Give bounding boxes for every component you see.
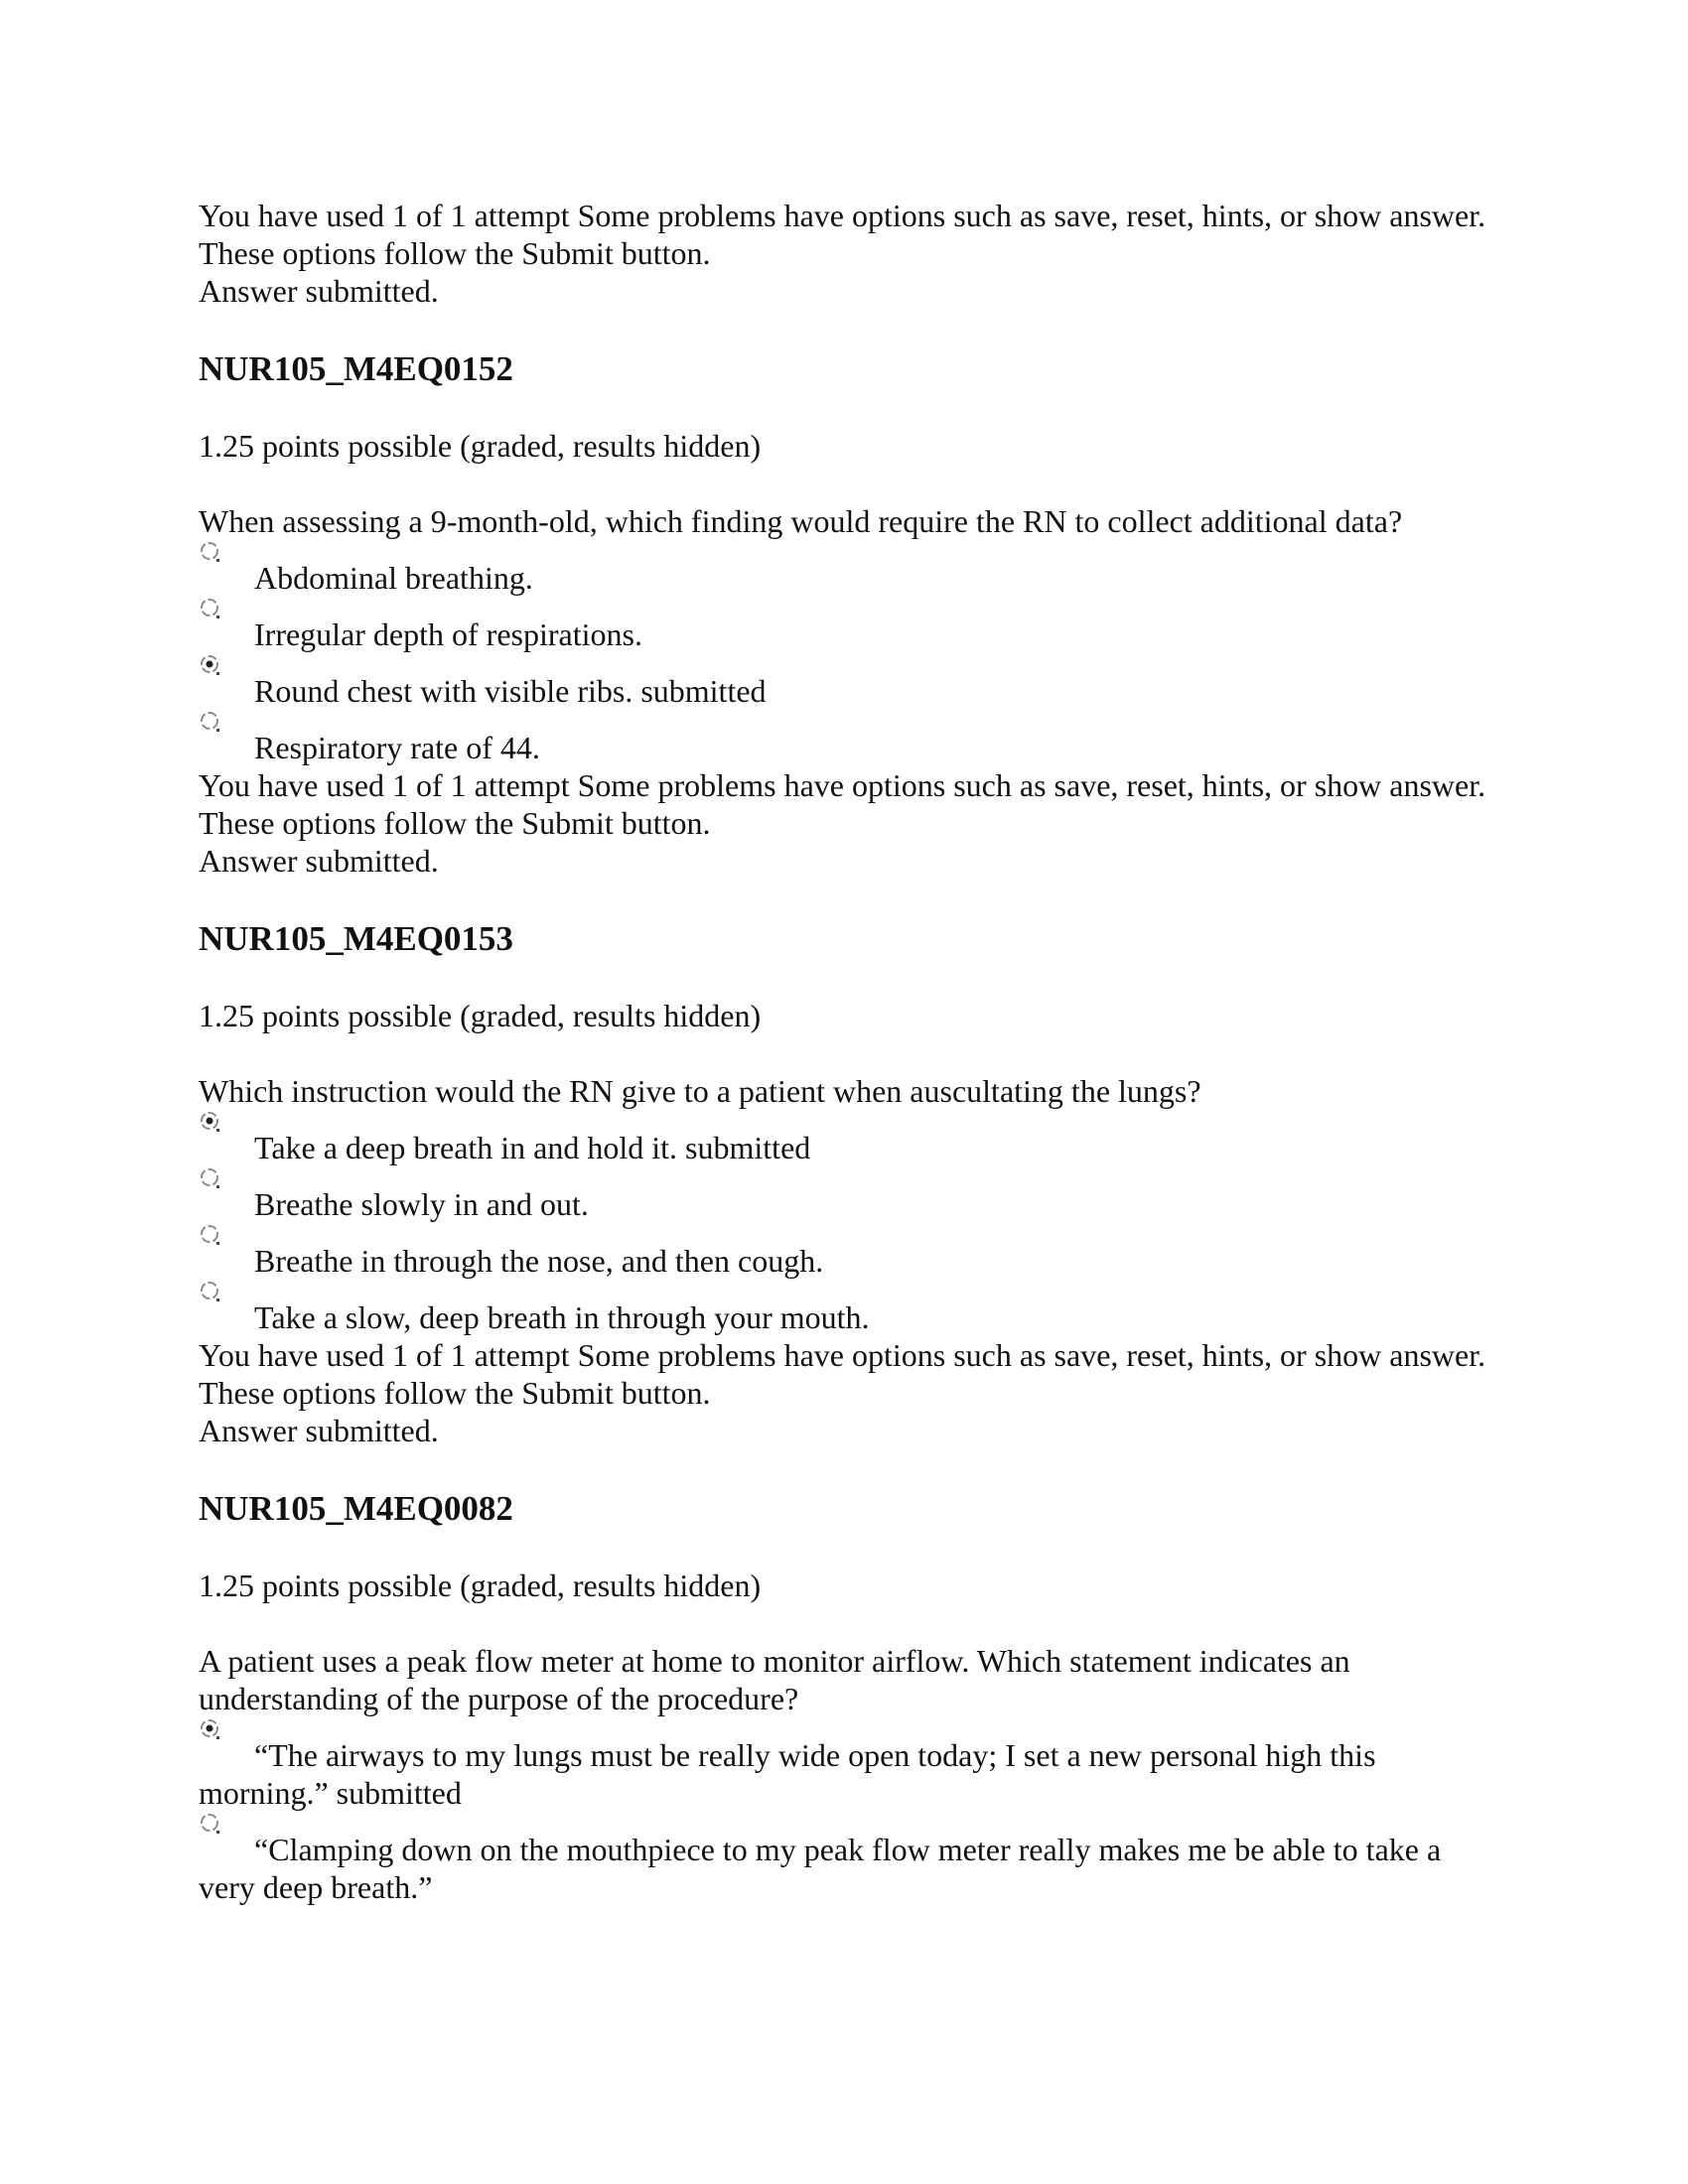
option-label: “The airways to my lungs must be really wide open today; I set a new personal high this morning.” submitted [199, 1737, 1376, 1811]
answer-option[interactable] [199, 1223, 1489, 1280]
question-id: NUR105_M4EQ0082 [199, 1489, 513, 1528]
answer-option-selected[interactable] [199, 653, 1489, 710]
radio-unselected-icon[interactable] [199, 1812, 224, 1838]
radio-unselected-icon[interactable] [199, 540, 224, 566]
answer-option-selected[interactable] [199, 1110, 1489, 1166]
option-label: “Clamping down on the mouthpiece to my peak flow meter really makes me be able to take a very deep breath.” [199, 1832, 1442, 1905]
answer-option[interactable] [199, 1812, 1489, 1906]
question-prompt: A patient uses a peak flow meter at home to monitor airflow. Which statement indicates an understanding of the purpose of the procedure? [199, 1643, 1350, 1716]
option-label: Breathe slowly in and out. [254, 1186, 589, 1222]
option-label: Take a deep breath in and hold it. submitted [254, 1130, 811, 1165]
answer-option[interactable] [199, 597, 1489, 653]
answer-status: Answer submitted. [199, 273, 439, 309]
radio-unselected-icon[interactable] [199, 1166, 224, 1192]
radio-selected-icon[interactable] [199, 1110, 224, 1136]
radio-selected-icon[interactable] [199, 653, 224, 679]
option-label: Take a slow, deep breath in through your mouth. [254, 1299, 870, 1335]
answer-status: Answer submitted. [199, 843, 439, 879]
option-label: Breathe in through the nose, and then cough. [254, 1243, 824, 1279]
points-possible: 1.25 points possible (graded, results hidden) [199, 1568, 762, 1603]
answer-option[interactable] [199, 710, 1489, 766]
question-id: NUR105_M4EQ0152 [199, 349, 513, 388]
answer-option-selected[interactable] [199, 1717, 1489, 1812]
answer-status: Answer submitted. [199, 1413, 439, 1448]
question-prompt: Which instruction would the RN give to a patient when auscultating the lungs? [199, 1073, 1201, 1109]
attempt-notice: You have used 1 of 1 attempt Some problems have options such as save, reset, hints, or show answer. These options follow the Submit button. [199, 767, 1486, 841]
points-possible: 1.25 points possible (graded, results hidden) [199, 998, 762, 1033]
option-label: Abdominal breathing. [254, 560, 533, 596]
radio-selected-icon[interactable] [199, 1717, 224, 1743]
radio-unselected-icon[interactable] [199, 1280, 224, 1305]
question-prompt: When assessing a 9-month-old, which finding would require the RN to collect additional data? [199, 503, 1403, 539]
radio-unselected-icon[interactable] [199, 710, 224, 736]
attempt-notice: You have used 1 of 1 attempt Some problems have options such as save, reset, hints, or show answer. These options follow the Submit button. [199, 1337, 1486, 1411]
question-block [199, 349, 1489, 880]
answer-option[interactable] [199, 1166, 1489, 1223]
question-block [199, 1489, 1489, 1906]
question-block [199, 919, 1489, 1449]
option-label: Irregular depth of respirations. [254, 616, 642, 652]
attempt-notice: You have used 1 of 1 attempt Some problems have options such as save, reset, hints, or show answer. These options follow the Submit button. [199, 198, 1486, 271]
option-label: Round chest with visible ribs. submitted [254, 673, 767, 709]
answer-option[interactable] [199, 1280, 1489, 1336]
radio-unselected-icon[interactable] [199, 1223, 224, 1249]
document-page [199, 197, 1489, 1906]
option-label: Respiratory rate of 44. [254, 730, 540, 765]
points-possible: 1.25 points possible (graded, results hidden) [199, 428, 762, 464]
radio-unselected-icon[interactable] [199, 597, 224, 622]
answer-option[interactable] [199, 540, 1489, 597]
question-id: NUR105_M4EQ0153 [199, 919, 513, 958]
